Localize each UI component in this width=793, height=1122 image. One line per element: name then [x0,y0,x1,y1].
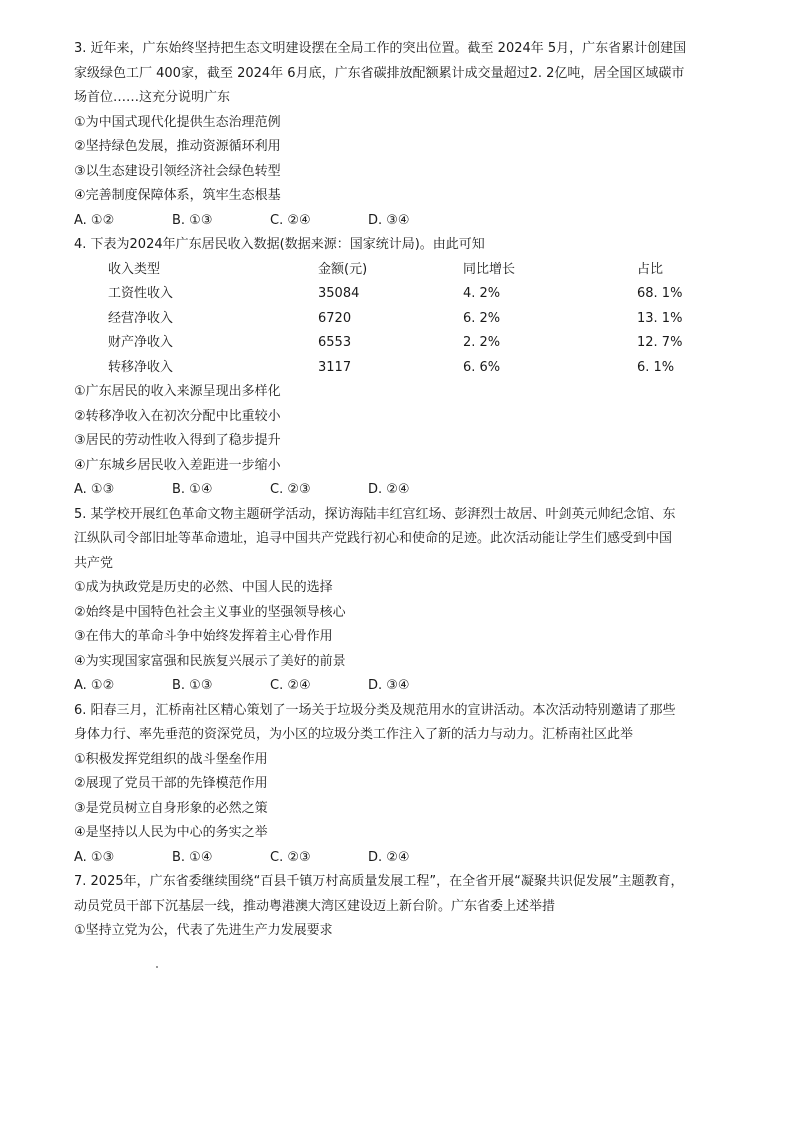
table-cell: 3117 [318,359,352,375]
choice-c[interactable]: C. ②④ [270,212,311,228]
question-3-option: ①为中国式现代化提供生态治理范例 [74,114,281,130]
table-cell: 6553 [318,335,352,350]
question-6-option: ②展现了党员干部的先锋模范作用 [74,776,268,791]
question-5-stem-line: 5. 某学校开展红色革命文物主题研学活动，探访海陆丰红宫红场、彭湃烈士故居、叶剑英元帅纪念馆、东 [74,506,676,522]
question-5-option: ④为实现国家富强和民族复兴展示了美好的前景 [74,653,346,669]
question-6-stem-line: 身体力行、率先垂范的资深党员，为小区的垃圾分类工作注入了新的活力与动力。汇桥南社区此举 [74,727,634,742]
choice-b[interactable]: B. ①③ [172,212,213,228]
question-3-stem-line: 3. 近年来，广东始终坚持把生态文明建设摆在全局工作的突出位置。截至 2024年 5月，广东省累计创建国 [74,41,687,56]
question-6-option: ③是党员树立自身形象的必然之策 [74,800,268,816]
table-cell: 工资性收入 [108,286,174,301]
table-row [74,307,727,332]
choice-c[interactable]: C. ②④ [270,678,311,693]
question-3-option: ③以生态建设引领经济社会绿色转型 [74,163,281,179]
question-3 [74,37,734,233]
table-row [74,282,727,307]
question-4-option: ③居民的劳动性收入得到了稳步提升 [74,433,281,448]
choice-d[interactable]: D. ②④ [368,849,410,865]
choice-a[interactable]: A. ①③ [74,482,115,497]
question-3-option: ②坚持绿色发展，推动资源循环利用 [74,139,281,154]
question-4-choices [74,478,734,503]
table-header: 金额(元) [318,261,368,277]
question-6-choices [74,846,734,871]
table-header: 占比 [637,261,664,277]
choice-b[interactable]: B. ①④ [172,482,213,497]
table-cell: 6. 6% [463,359,501,375]
exam-page [74,37,734,944]
choice-b[interactable]: B. ①④ [172,849,213,865]
question-5-stem-line: 江纵队司令部旧址等革命遗址，追寻中国共产党践行初心和使命的足迹。此次活动能让学生们感受到中国 [74,531,673,546]
question-7-stem-line: 7. 2025年，广东省委继续围绕“百县千镇万村高质量发展工程”，在全省开展“凝聚共识促发展”主题教育， [74,874,684,889]
question-4-stem-line: 4. 下表为2024年广东居民收入数据(数据来源：国家统计局)。由此可知 [74,237,485,252]
table-cell: 4. 2% [463,286,501,301]
question-3-stem-line: 场首位……这充分说明广东 [74,90,231,105]
table-cell: 13. 1% [637,310,683,326]
income-table [74,258,727,381]
table-cell: 68. 1% [637,286,683,301]
question-6-stem-line: 6. 阳春三月，汇桥南社区精心策划了一场关于垃圾分类及规范用水的宣讲活动。本次活动特别邀请了那些 [74,702,676,718]
question-3-stem-line: 家级绿色工厂 400家，截至 2024年 6月底，广东省碳排放配额累计成交量超过2. 2亿吨，居全国区域碳市 [74,65,685,81]
question-4-option: ①广东居民的收入来源呈现出多样化 [74,384,281,399]
question-6-option: ①积极发挥党组织的战斗堡垒作用 [74,751,268,767]
table-cell: 6720 [318,310,352,326]
question-5-choices [74,674,734,699]
question-7-option: ①坚持立党为公，代表了先进生产力发展要求 [74,923,333,938]
table-cell: 12. 7% [637,335,683,350]
table-header-row [74,258,727,283]
question-4 [74,233,734,503]
table-cell: 35084 [318,286,360,301]
choice-a[interactable]: A. ①③ [74,849,115,865]
question-6 [74,699,734,871]
question-3-choices [74,209,734,234]
table-header: 收入类型 [108,261,161,277]
question-3-option: ④完善制度保障体系，筑牢生态根基 [74,188,281,203]
table-cell: 2. 2% [463,335,501,350]
question-7-stem-line: 动员党员干部下沉基层一线，推动粤港澳大湾区建设迈上新台阶。广东省委上述举措 [74,898,556,914]
question-5-option: ③在伟大的革命斗争中始终发挥着主心骨作用 [74,629,333,644]
choice-d[interactable]: D. ③④ [368,212,410,228]
choice-c[interactable]: C. ②③ [270,849,311,865]
choice-b[interactable]: B. ①③ [172,678,213,693]
question-6-option: ④是坚持以人民为中心的务实之举 [74,825,268,840]
question-5-option: ①成为执政党是历史的必然、中国人民的选择 [74,580,333,595]
table-cell: 6. 1% [637,359,675,375]
question-4-option: ②转移净收入在初次分配中比重较小 [74,408,281,424]
table-row [74,331,727,356]
scan-speck [156,966,158,968]
question-4-option: ④广东城乡居民收入差距进一步缩小 [74,457,281,473]
choice-a[interactable]: A. ①② [74,678,115,693]
question-5-option: ②始终是中国特色社会主义事业的坚强领导核心 [74,604,346,620]
table-header: 同比增长 [463,261,516,277]
table-row [74,356,727,381]
table-cell: 经营净收入 [108,310,174,326]
choice-c[interactable]: C. ②③ [270,482,311,497]
choice-d[interactable]: D. ③④ [368,678,410,693]
question-5 [74,503,734,699]
choice-a[interactable]: A. ①② [74,212,115,228]
question-7 [74,870,734,944]
table-cell: 财产净收入 [108,335,174,350]
choice-d[interactable]: D. ②④ [368,482,410,497]
table-cell: 6. 2% [463,310,501,326]
question-5-stem-line: 共产党 [74,555,114,571]
table-cell: 转移净收入 [108,359,174,375]
